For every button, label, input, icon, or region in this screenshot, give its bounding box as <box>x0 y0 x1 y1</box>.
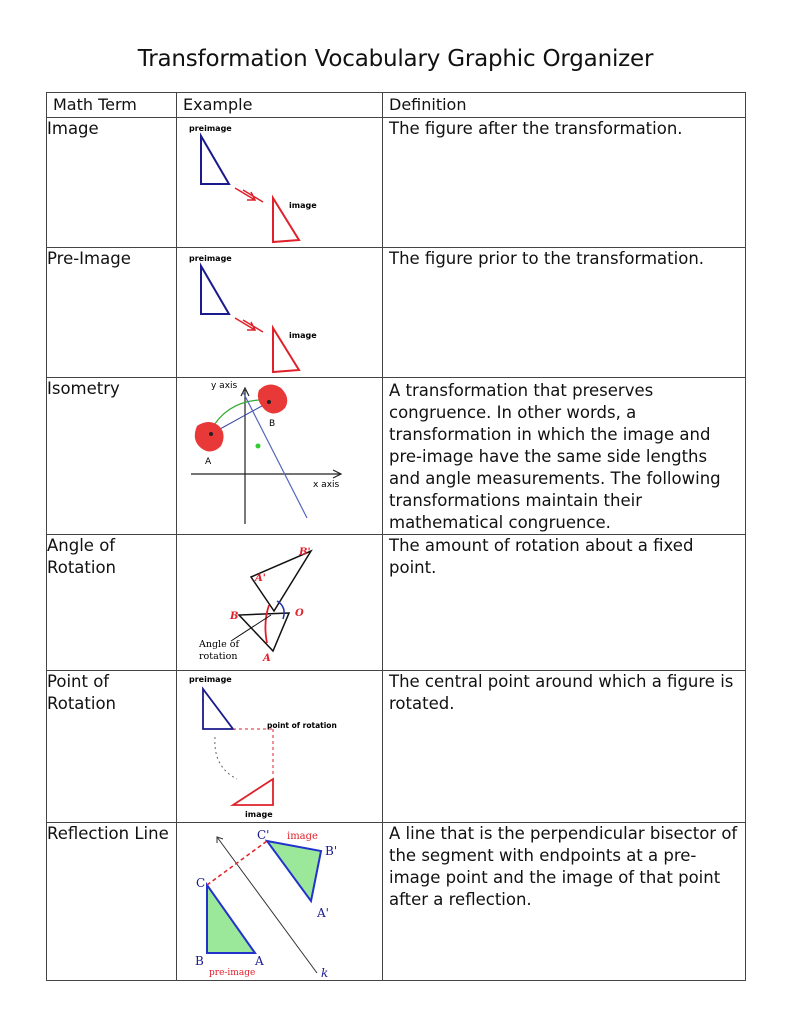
table-row <box>47 118 746 248</box>
point-rotation-diagram <box>177 671 383 822</box>
preimage-label: preimage <box>189 254 232 263</box>
transform-arrow <box>235 188 263 202</box>
term-cell: Image <box>47 118 177 248</box>
example-cell <box>177 823 383 981</box>
example-cell <box>177 671 383 823</box>
label-c-prime: C' <box>257 828 270 842</box>
image-blob <box>258 384 287 413</box>
label-b-prime: B' <box>299 547 311 558</box>
header-math-term: Math Term <box>47 93 177 118</box>
organizer-table <box>46 92 746 981</box>
preimage-label: pre-image <box>209 968 256 978</box>
table-row <box>47 248 746 378</box>
term-cell: Isometry <box>47 378 177 535</box>
term-cell: Reflection Line <box>47 823 177 981</box>
image-label: image <box>289 331 317 340</box>
term-cell: Pre-Image <box>47 248 177 378</box>
label-k: k <box>321 966 329 980</box>
point-a <box>209 432 213 436</box>
definition-text: A transformation that preserves congruence. In other words, a transformation in which the image and pre-image have the same side lengths and angle measurements. The following transformations maintain their mathematical congruence. <box>389 381 721 532</box>
header-example: Example <box>177 93 383 118</box>
image-label: image <box>245 810 273 819</box>
preimage-blob <box>195 422 224 452</box>
table-row <box>47 823 746 981</box>
transform-arrow <box>235 318 263 332</box>
definition-text: The amount of rotation about a fixed point. <box>389 536 694 577</box>
page-title: Transformation Vocabulary Graphic Organizer <box>137 46 654 72</box>
example-cell <box>177 248 383 378</box>
preimage-triangle <box>203 689 233 729</box>
preimage-triangle <box>201 266 229 314</box>
header-definition: Definition <box>383 93 746 118</box>
preimage-label: preimage <box>189 675 232 684</box>
table-row <box>47 671 746 823</box>
label-b-prime: B' <box>325 844 338 858</box>
term-cell: Point of Rotation <box>47 671 177 823</box>
definition-cell <box>383 248 746 378</box>
label-a: A <box>263 653 271 664</box>
perpendicular-segment <box>207 841 267 885</box>
definition-cell <box>383 671 746 823</box>
preimage-triangle <box>201 136 229 184</box>
original-triangle <box>239 613 289 651</box>
label-a-prime: A' <box>317 906 329 920</box>
image-label: image <box>287 831 318 842</box>
rotation-path <box>215 737 237 779</box>
definition-cell <box>383 535 746 671</box>
image-label: image <box>289 201 317 210</box>
label-b: B <box>195 954 204 968</box>
image-triangle <box>267 841 321 901</box>
label-o: O <box>295 608 304 619</box>
point-b <box>267 400 271 404</box>
label-a-prime: A' <box>255 573 266 584</box>
point-of-rotation-label: point of rotation <box>267 721 337 730</box>
definition-text: The figure prior to the transformation. <box>389 249 705 268</box>
image-triangle <box>233 779 273 805</box>
preimage-label: preimage <box>189 124 232 133</box>
definition-cell <box>383 378 746 535</box>
rotation-arrow-arc <box>265 605 269 643</box>
angle-caption-line2: rotation <box>199 651 238 662</box>
angle-rotation-diagram <box>177 535 383 670</box>
point-a-label: A <box>205 457 212 467</box>
example-cell <box>177 118 383 248</box>
y-axis-label: y axis <box>211 381 238 391</box>
isometry-example-diagram <box>177 378 383 530</box>
label-c: C <box>196 876 206 890</box>
definition-text: The central point around which a figure is rotated. <box>389 672 734 713</box>
preimage-example-diagram <box>177 248 383 377</box>
table-row <box>47 378 746 535</box>
definition-text: The figure after the transformation. <box>389 119 683 138</box>
point-b-label: B <box>269 419 276 429</box>
definition-text: A line that is the perpendicular bisector of the segment with endpoints at a pre-image point and the image of that point after a reflection. <box>389 824 738 909</box>
example-cell <box>177 378 383 535</box>
image-example-diagram <box>177 118 383 247</box>
definition-cell <box>383 823 746 981</box>
header-row <box>47 93 746 118</box>
label-b: B <box>230 611 239 622</box>
table-row <box>47 535 746 671</box>
preimage-triangle <box>207 885 255 953</box>
angle-caption-line1: Angle of <box>199 639 239 650</box>
reflection-line-diagram <box>177 823 383 980</box>
midpoint-dot <box>256 444 261 449</box>
definition-cell <box>383 118 746 248</box>
x-axis-label: x axis <box>313 480 340 490</box>
term-cell: Angle of Rotation <box>47 535 177 671</box>
label-a: A <box>255 954 264 968</box>
example-cell <box>177 535 383 671</box>
